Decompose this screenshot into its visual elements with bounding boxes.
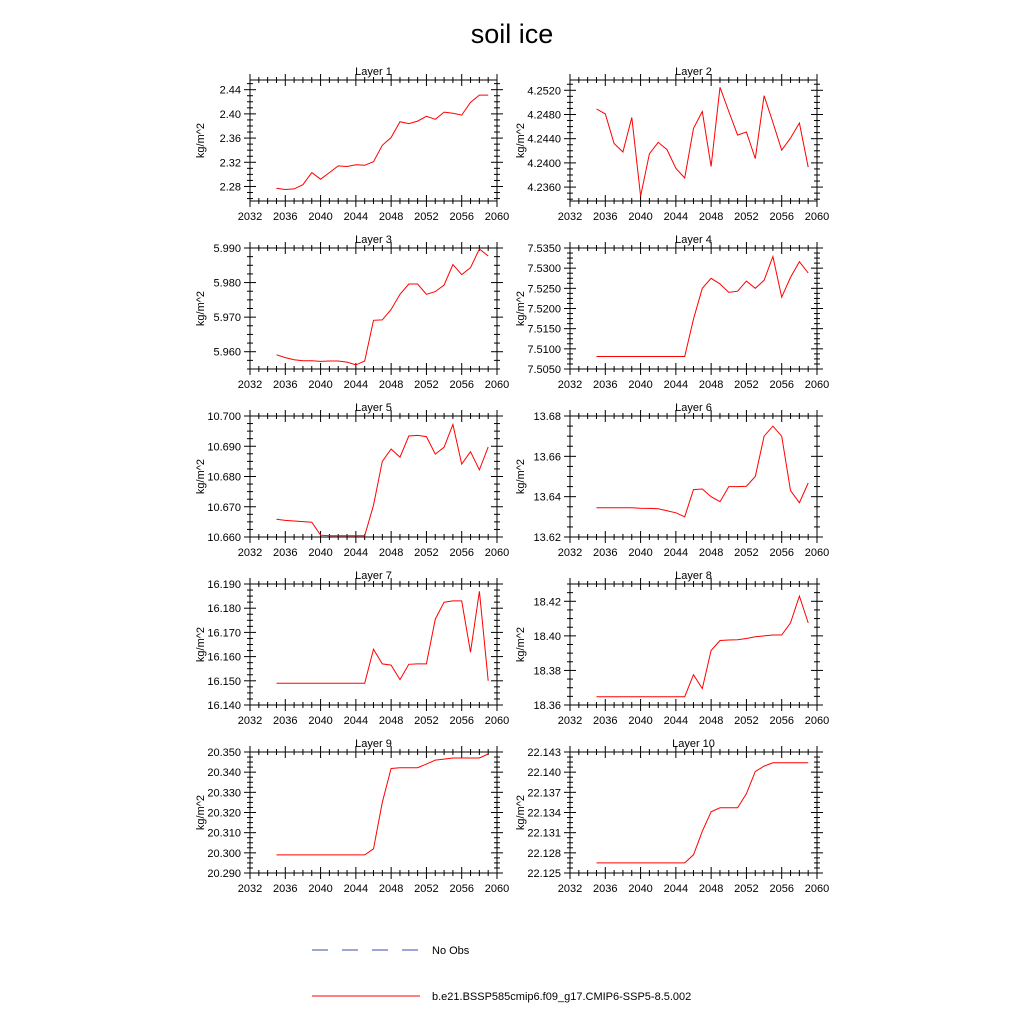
layer-4-panel xyxy=(515,234,829,391)
layer-7-y-axis-label: kg/m^2 xyxy=(195,626,207,663)
layer-6-x-tick-label: 2048 xyxy=(698,547,724,559)
layer-8-y-axis-label: kg/m^2 xyxy=(515,626,527,663)
layer-6-x-tick-label: 2060 xyxy=(804,547,830,559)
layer-8-y-tick-label: 18.38 xyxy=(533,665,561,678)
layer-1-x-tick-label: 2040 xyxy=(308,211,333,223)
layer-2-x-tick-label: 2048 xyxy=(698,211,724,223)
layer-2-y-tick-label: 4.2440 xyxy=(527,133,561,146)
layer-2-x-tick-label: 2052 xyxy=(734,211,759,223)
layer-5-x-tick-label: 2060 xyxy=(484,547,510,559)
layer-10-x-tick-label: 2060 xyxy=(804,883,830,895)
layer-9-y-tick-label: 20.290 xyxy=(207,868,241,880)
legend-model-label: b.e21.BSSP585cmip6.f09_g17.CMIP6-SSP5-8.5.002 xyxy=(432,991,692,1003)
layer-1-x-tick-label: 2052 xyxy=(414,211,439,223)
layer-2-x-tick-label: 2032 xyxy=(557,211,583,223)
layer-8-model-series-line xyxy=(597,596,809,697)
layer-2-panel xyxy=(515,66,829,223)
layer-9-y-tick-label: 20.340 xyxy=(207,767,241,780)
layer-10-y-tick-label: 22.131 xyxy=(527,827,561,840)
layer-7-x-tick-label: 2036 xyxy=(273,715,298,727)
layer-8-x-tick-label: 2056 xyxy=(769,715,794,727)
layer-7-y-tick-label: 16.150 xyxy=(207,675,241,688)
layer-3-x-tick-label: 2060 xyxy=(484,379,510,391)
layer-3-y-tick-label: 5.960 xyxy=(213,346,241,359)
layer-7-y-tick-label: 16.160 xyxy=(207,651,241,664)
layer-8-x-tick-label: 2060 xyxy=(804,715,830,727)
layer-5-y-tick-label: 10.680 xyxy=(207,471,241,484)
layer-5-x-tick-label: 2044 xyxy=(343,547,369,559)
layer-5-y-tick-label: 10.660 xyxy=(207,532,241,544)
layer-7-y-tick-label: 16.180 xyxy=(207,603,241,616)
layer-5-y-axis-label: kg/m^2 xyxy=(195,458,207,495)
layer-3-x-tick-label: 2056 xyxy=(449,379,474,391)
layer-9-y-axis-label: kg/m^2 xyxy=(195,794,207,831)
layer-4-x-tick-label: 2044 xyxy=(663,379,689,391)
layer-7-x-tick-label: 2040 xyxy=(308,715,333,727)
layer-1-model-series-line xyxy=(277,95,489,189)
layer-3-title: Layer 3 xyxy=(355,234,392,246)
layer-1-x-tick-label: 2056 xyxy=(449,211,474,223)
layer-1-x-tick-label: 2048 xyxy=(378,211,404,223)
layer-5-x-tick-label: 2036 xyxy=(273,547,298,559)
layer-6-title: Layer 6 xyxy=(675,402,712,414)
layer-9-panel xyxy=(195,738,509,895)
layer-8-y-tick-label: 18.36 xyxy=(533,700,561,712)
layer-1-y-tick-label: 2.28 xyxy=(219,181,241,194)
panel-grid xyxy=(195,66,829,895)
legend xyxy=(312,945,691,1003)
layer-8-x-tick-label: 2052 xyxy=(734,715,759,727)
layer-2-model-series-line xyxy=(597,87,809,196)
layer-3-x-tick-label: 2040 xyxy=(308,379,333,391)
layer-2-y-axis-label: kg/m^2 xyxy=(515,122,527,159)
layer-4-y-tick-label: 7.5150 xyxy=(527,323,561,336)
layer-6-x-tick-label: 2040 xyxy=(628,547,653,559)
layer-4-x-tick-label: 2056 xyxy=(769,379,794,391)
layer-1-plot-frame xyxy=(250,80,497,201)
layer-10-y-tick-label: 22.140 xyxy=(527,767,561,780)
layer-5-x-tick-label: 2032 xyxy=(237,547,263,559)
layer-5-model-series-line xyxy=(277,425,489,536)
layer-10-panel xyxy=(515,738,829,895)
layer-3-x-tick-label: 2036 xyxy=(273,379,298,391)
layer-2-plot-frame xyxy=(570,80,817,201)
layer-4-y-tick-label: 7.5100 xyxy=(527,343,561,356)
layer-6-y-tick-label: 13.62 xyxy=(533,532,561,544)
layer-4-y-axis-label: kg/m^2 xyxy=(515,290,527,327)
layer-6-x-tick-label: 2052 xyxy=(734,547,759,559)
layer-8-y-tick-label: 18.42 xyxy=(533,596,561,609)
layer-4-x-tick-label: 2032 xyxy=(557,379,583,391)
layer-4-y-tick-label: 7.5200 xyxy=(527,303,561,316)
layer-3-model-series-line xyxy=(277,249,489,365)
layer-5-panel xyxy=(195,402,509,559)
layer-3-y-tick-label: 5.970 xyxy=(213,312,241,325)
layer-3-panel xyxy=(195,234,509,391)
layer-10-x-tick-label: 2056 xyxy=(769,883,794,895)
layer-1-y-tick-label: 2.36 xyxy=(219,133,241,146)
layer-4-plot-frame xyxy=(570,248,817,369)
layer-7-x-tick-label: 2032 xyxy=(237,715,263,727)
layer-4-x-tick-label: 2040 xyxy=(628,379,653,391)
layer-5-x-tick-label: 2048 xyxy=(378,547,404,559)
layer-10-x-tick-label: 2044 xyxy=(663,883,689,895)
layer-4-y-tick-label: 7.5350 xyxy=(527,243,561,255)
layer-3-plot-frame xyxy=(250,248,497,369)
layer-5-y-tick-label: 10.670 xyxy=(207,501,241,514)
layer-10-x-tick-label: 2048 xyxy=(698,883,724,895)
layer-7-x-tick-label: 2044 xyxy=(343,715,369,727)
layer-2-x-tick-label: 2040 xyxy=(628,211,653,223)
layer-5-x-tick-label: 2040 xyxy=(308,547,333,559)
layer-9-x-tick-label: 2032 xyxy=(237,883,263,895)
layer-6-x-tick-label: 2032 xyxy=(557,547,583,559)
layer-10-x-tick-label: 2040 xyxy=(628,883,653,895)
layer-7-panel xyxy=(195,570,509,727)
layer-7-plot-frame xyxy=(250,584,497,705)
layer-10-x-tick-label: 2052 xyxy=(734,883,759,895)
layer-4-x-tick-label: 2060 xyxy=(804,379,830,391)
layer-5-title: Layer 5 xyxy=(355,402,392,414)
layer-6-y-axis-label: kg/m^2 xyxy=(515,458,527,495)
layer-9-x-tick-label: 2048 xyxy=(378,883,404,895)
layer-7-x-tick-label: 2056 xyxy=(449,715,474,727)
layer-9-x-tick-label: 2060 xyxy=(484,883,510,895)
layer-2-x-tick-label: 2036 xyxy=(593,211,618,223)
layer-8-title: Layer 8 xyxy=(675,570,712,582)
layer-4-x-tick-label: 2052 xyxy=(734,379,759,391)
layer-9-y-tick-label: 20.330 xyxy=(207,787,241,800)
layer-9-x-tick-label: 2040 xyxy=(308,883,333,895)
layer-1-y-tick-label: 2.32 xyxy=(219,157,241,170)
layer-6-model-series-line xyxy=(597,426,809,517)
layer-3-y-tick-label: 5.980 xyxy=(213,277,241,290)
layer-2-title: Layer 2 xyxy=(675,66,712,78)
layer-7-y-tick-label: 16.170 xyxy=(207,627,241,640)
layer-9-x-tick-label: 2036 xyxy=(273,883,298,895)
layer-10-x-tick-label: 2032 xyxy=(557,883,583,895)
layer-8-plot-frame xyxy=(570,584,817,705)
layer-10-y-tick-label: 22.137 xyxy=(527,787,561,800)
layer-3-y-tick-label: 5.990 xyxy=(213,243,241,255)
layer-5-x-tick-label: 2052 xyxy=(414,547,439,559)
layer-4-model-series-line xyxy=(597,257,809,357)
layer-10-y-tick-label: 22.134 xyxy=(527,807,561,820)
layer-2-y-tick-label: 4.2360 xyxy=(527,182,561,195)
layer-2-x-tick-label: 2060 xyxy=(804,211,830,223)
layer-8-x-tick-label: 2044 xyxy=(663,715,689,727)
layer-4-x-tick-label: 2048 xyxy=(698,379,724,391)
layer-7-x-tick-label: 2060 xyxy=(484,715,510,727)
layer-9-y-tick-label: 20.320 xyxy=(207,807,241,820)
layer-10-model-series-line xyxy=(597,763,809,863)
layer-8-y-tick-label: 18.40 xyxy=(533,630,561,643)
layer-1-title: Layer 1 xyxy=(355,66,392,78)
layer-10-y-tick-label: 22.128 xyxy=(527,847,561,860)
layer-10-x-tick-label: 2036 xyxy=(593,883,618,895)
layer-6-y-tick-label: 13.66 xyxy=(533,451,561,464)
layer-4-y-tick-label: 7.5050 xyxy=(527,364,561,376)
layer-5-x-tick-label: 2056 xyxy=(449,547,474,559)
layer-8-x-tick-label: 2036 xyxy=(593,715,618,727)
layer-1-x-tick-label: 2036 xyxy=(273,211,298,223)
layer-7-title: Layer 7 xyxy=(355,570,392,582)
layer-2-x-tick-label: 2044 xyxy=(663,211,689,223)
layer-5-y-tick-label: 10.690 xyxy=(207,441,241,454)
layer-2-y-tick-label: 4.2520 xyxy=(527,85,561,98)
layer-9-model-series-line xyxy=(277,754,489,855)
layer-6-panel xyxy=(515,402,829,559)
layer-9-x-tick-label: 2056 xyxy=(449,883,474,895)
layer-3-x-tick-label: 2052 xyxy=(414,379,439,391)
layer-10-y-tick-label: 22.125 xyxy=(527,868,561,880)
layer-3-x-tick-label: 2032 xyxy=(237,379,263,391)
layer-9-y-tick-label: 20.310 xyxy=(207,827,241,840)
layer-8-panel xyxy=(515,570,829,727)
layer-7-x-tick-label: 2052 xyxy=(414,715,439,727)
layer-6-x-tick-label: 2036 xyxy=(593,547,618,559)
layer-2-y-tick-label: 4.2480 xyxy=(527,109,561,122)
layer-4-title: Layer 4 xyxy=(675,234,712,246)
layer-8-x-tick-label: 2048 xyxy=(698,715,724,727)
layer-5-y-tick-label: 10.700 xyxy=(207,411,241,423)
layer-7-x-tick-label: 2048 xyxy=(378,715,404,727)
layer-10-title: Layer 10 xyxy=(672,738,715,750)
layer-10-y-axis-label: kg/m^2 xyxy=(515,794,527,831)
layer-8-x-tick-label: 2040 xyxy=(628,715,653,727)
layer-1-panel xyxy=(195,66,509,223)
layer-2-y-tick-label: 4.2400 xyxy=(527,157,561,170)
layer-9-y-tick-label: 20.300 xyxy=(207,847,241,860)
layer-1-x-tick-label: 2044 xyxy=(343,211,369,223)
layer-1-x-tick-label: 2060 xyxy=(484,211,510,223)
layer-9-y-tick-label: 20.350 xyxy=(207,747,241,759)
layer-10-y-tick-label: 22.143 xyxy=(527,747,561,759)
legend-no-obs-label: No Obs xyxy=(432,945,470,957)
layer-1-y-tick-label: 2.40 xyxy=(219,108,241,121)
layer-4-x-tick-label: 2036 xyxy=(593,379,618,391)
layer-3-x-tick-label: 2044 xyxy=(343,379,369,391)
layer-3-x-tick-label: 2048 xyxy=(378,379,404,391)
layer-8-x-tick-label: 2032 xyxy=(557,715,583,727)
layer-4-y-tick-label: 7.5250 xyxy=(527,283,561,296)
layer-1-x-tick-label: 2032 xyxy=(237,211,263,223)
layer-4-y-tick-label: 7.5300 xyxy=(527,263,561,276)
layer-1-y-tick-label: 2.44 xyxy=(219,84,241,97)
layer-9-x-tick-label: 2044 xyxy=(343,883,369,895)
layer-7-y-tick-label: 16.190 xyxy=(207,579,241,591)
layer-6-y-tick-label: 13.64 xyxy=(533,491,561,504)
layer-3-y-axis-label: kg/m^2 xyxy=(195,290,207,327)
layer-9-x-tick-label: 2052 xyxy=(414,883,439,895)
figure-title: soil ice xyxy=(470,19,554,49)
layer-7-y-tick-label: 16.140 xyxy=(207,700,241,712)
layer-5-plot-frame xyxy=(250,416,497,537)
layer-6-y-tick-label: 13.68 xyxy=(533,411,561,423)
layer-7-model-series-line xyxy=(277,591,489,683)
layer-1-y-axis-label: kg/m^2 xyxy=(195,122,207,159)
layer-6-x-tick-label: 2044 xyxy=(663,547,689,559)
layer-2-x-tick-label: 2056 xyxy=(769,211,794,223)
layer-9-title: Layer 9 xyxy=(355,738,392,750)
layer-6-x-tick-label: 2056 xyxy=(769,547,794,559)
